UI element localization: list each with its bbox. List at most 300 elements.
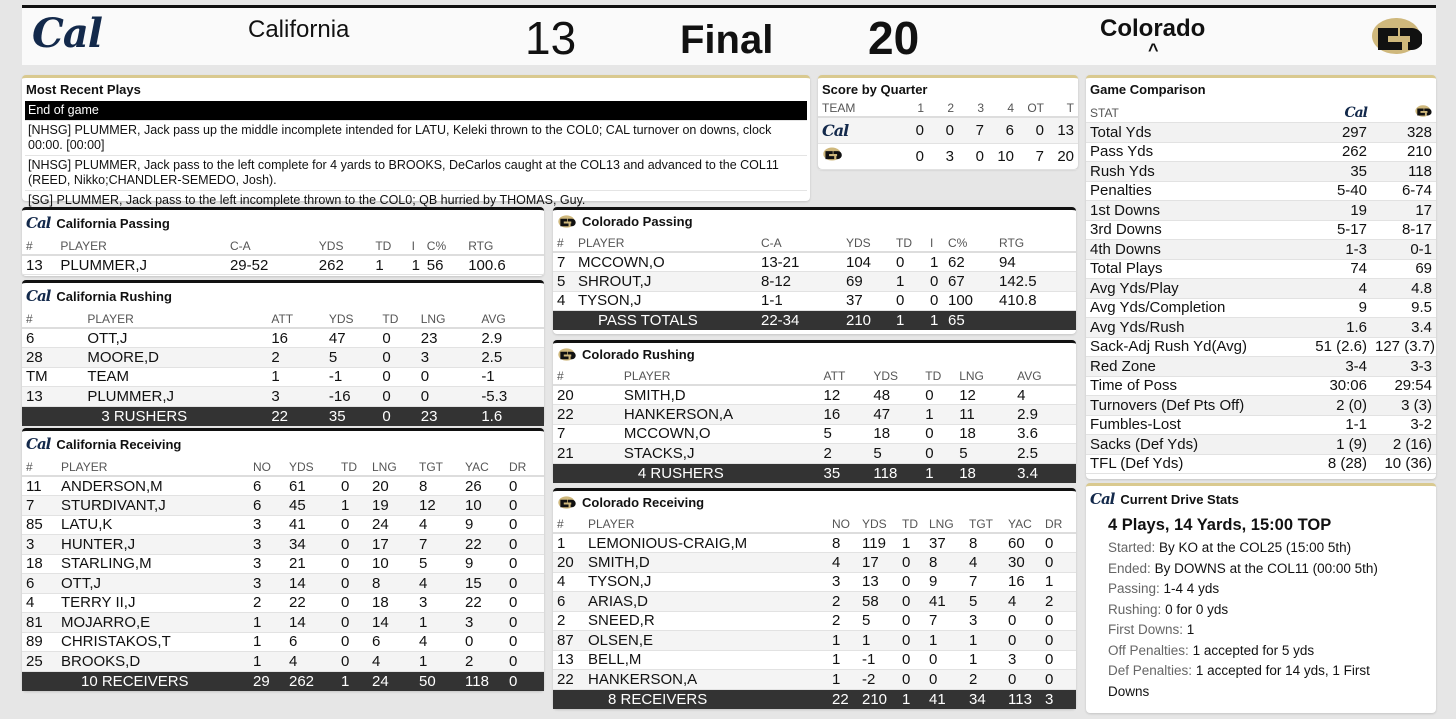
stat-cell: 3 — [965, 611, 1004, 631]
player-name: SHROUT,J — [574, 272, 757, 292]
stat-value: 0-1 — [1371, 240, 1436, 260]
stat-cell — [553, 689, 584, 709]
stat-cell: 1 — [858, 631, 898, 651]
player-name: CHRISTAKOS,T — [57, 632, 249, 652]
stat-cell: 4 — [22, 593, 57, 613]
stat-cell: 47 — [325, 328, 379, 348]
player-name: TYSON,J — [584, 572, 828, 592]
stat-cell: 7 — [22, 496, 57, 516]
stat-cell: -5.3 — [477, 387, 544, 407]
column-header: RTG — [995, 234, 1076, 252]
stat-cell: 85 — [22, 515, 57, 535]
stat-cell: 0 — [337, 652, 368, 672]
stat-cell: 0 — [337, 535, 368, 555]
player-name: MCCOWN,O — [594, 424, 820, 444]
player-name: TEAM — [57, 367, 267, 387]
cal-rushing-panel — [22, 280, 544, 423]
stat-cell: 0 — [898, 572, 925, 592]
column-header: 1 — [898, 99, 928, 117]
comparison-row — [1086, 162, 1436, 182]
stat-cell: 0 — [1004, 670, 1041, 690]
stat-cell: 4 — [368, 652, 415, 672]
stat-cell: 26 — [461, 476, 505, 496]
player-name: PLUMMER,J — [57, 387, 267, 407]
stat-cell: 1-1 — [757, 291, 842, 311]
column-header: C% — [423, 237, 464, 255]
stat-cell: 8 — [925, 553, 965, 573]
colorado-buffalo-logo — [557, 495, 576, 510]
column-header: LNG — [955, 367, 1013, 385]
player-row — [553, 670, 1076, 690]
stat-cell: 0 — [1041, 533, 1076, 553]
stat-cell: 0 — [892, 252, 926, 272]
stat-label: 3rd Downs — [1086, 220, 1306, 240]
stat-cell: 7 — [553, 252, 574, 272]
player-row — [553, 252, 1076, 272]
column-header: TD — [921, 367, 955, 385]
player-row — [22, 387, 544, 407]
player-name: LEMONIOUS-CRAIG,M — [584, 533, 828, 553]
most-recent-plays-panel — [22, 75, 810, 207]
player-row — [22, 554, 544, 574]
stat-label: Time of Poss — [1086, 376, 1306, 396]
stat-value: 1.6 — [1306, 318, 1371, 338]
stat-cell: 16 — [267, 328, 325, 348]
stat-value: 6-74 — [1371, 181, 1436, 201]
column-header: TD — [898, 515, 925, 533]
stat-cell: 35 — [820, 463, 870, 483]
stat-value: 297 — [1306, 123, 1371, 143]
california-logo: Cal — [26, 214, 51, 232]
stat-value: 5-17 — [1306, 220, 1371, 240]
stat-cell: 0 — [505, 652, 544, 672]
player-name: STARLING,M — [57, 554, 249, 574]
drive-stat-label: Started: — [1108, 540, 1156, 555]
player-row — [553, 611, 1076, 631]
stat-label: Fumbles-Lost — [1086, 415, 1306, 435]
column-header: PLAYER — [574, 234, 757, 252]
stat-cell: 45 — [285, 496, 337, 516]
drive-stat-label: Def Penalties: — [1108, 663, 1193, 678]
stat-cell: 6 — [22, 328, 57, 348]
stat-cell: 3 — [461, 613, 505, 633]
stat-cell: 21 — [553, 444, 594, 464]
stat-cell: 69 — [842, 272, 892, 292]
stat-cell — [995, 311, 1076, 331]
panel-title: Colorado Passing — [582, 214, 693, 229]
stat-cell: 100 — [944, 291, 995, 311]
stat-cell: 2.5 — [477, 348, 544, 368]
game-comparison-panel — [1086, 75, 1436, 479]
drive-stat-value: 1-4 4 yds — [1163, 581, 1220, 596]
quarter-score: 7 — [958, 117, 988, 143]
stat-cell: 19 — [368, 496, 415, 516]
column-header: T — [1048, 99, 1078, 117]
stat-cell: 23 — [417, 406, 478, 426]
player-name: MOORE,D — [57, 348, 267, 368]
stat-cell: 65 — [944, 311, 995, 331]
stat-cell: 0 — [378, 406, 416, 426]
stat-cell: 4 — [553, 572, 584, 592]
home-score: 13 — [525, 12, 577, 64]
player-name: LATU,K — [57, 515, 249, 535]
stat-cell: 9 — [461, 554, 505, 574]
stat-cell: 100.6 — [464, 255, 544, 275]
stat-cell: 0 — [898, 592, 925, 612]
stat-cell: 1 — [828, 670, 858, 690]
panel-title: Score by Quarter — [822, 82, 928, 97]
stat-cell: 12 — [820, 385, 870, 405]
player-row — [22, 496, 544, 516]
player-name: BROOKS,D — [57, 652, 249, 672]
player-row — [553, 572, 1076, 592]
stat-cell: 21 — [285, 554, 337, 574]
totals-label: 10 RECEIVERS — [57, 671, 249, 691]
column-header: # — [553, 367, 594, 385]
player-row — [22, 632, 544, 652]
stat-cell: 4 — [965, 553, 1004, 573]
quarter-score: 0 — [928, 117, 958, 143]
stat-cell: 8 — [828, 533, 858, 553]
panel-title: Colorado Receiving — [582, 495, 705, 510]
player-name: OLSEN,E — [584, 631, 828, 651]
stat-cell: 8 — [368, 574, 415, 594]
stat-cell: 1 — [925, 631, 965, 651]
stat-cell: 7 — [415, 535, 461, 555]
comparison-row — [1086, 435, 1436, 455]
column-header: I — [926, 234, 944, 252]
column-header: OT — [1018, 99, 1048, 117]
stat-cell: 89 — [22, 632, 57, 652]
player-row — [22, 515, 544, 535]
stat-cell: 20 — [553, 553, 584, 573]
play-item: [NHSG] PLUMMER, Jack pass up the middle incomplete intended for LATU, Keleki thrown to the COL0; CAL turnover on downs, clock 00:00. [00:00] — [25, 121, 807, 156]
caret-icon[interactable]: ^ — [1148, 40, 1159, 60]
stat-cell: 5 — [325, 348, 379, 368]
player-row — [553, 592, 1076, 612]
stat-cell — [22, 671, 57, 691]
player-name: OTT,J — [57, 574, 249, 594]
column-header: C-A — [226, 237, 315, 255]
stat-cell: 1 — [249, 632, 285, 652]
stat-cell: 2.9 — [1013, 405, 1076, 425]
comparison-row — [1086, 220, 1436, 240]
stat-value: 35 — [1306, 162, 1371, 182]
stat-cell: 1 — [892, 272, 926, 292]
stat-cell: 16 — [1004, 572, 1041, 592]
stat-value: 4 — [1306, 279, 1371, 299]
stat-cell: -1 — [477, 367, 544, 387]
stat-cell: 2 — [820, 444, 870, 464]
stat-cell: 2 — [249, 593, 285, 613]
column-header: AVG — [477, 310, 544, 328]
panel-title: California Passing — [56, 215, 170, 231]
stat-cell: 0 — [378, 387, 416, 407]
stat-cell — [553, 463, 594, 483]
panel-title: Colorado Rushing — [582, 347, 695, 362]
column-header: DR — [1041, 515, 1076, 533]
column-header: YAC — [461, 458, 505, 476]
colorado-buffalo-logo — [1414, 104, 1432, 118]
stat-cell: 16 — [820, 405, 870, 425]
comparison-row — [1086, 279, 1436, 299]
stat-cell: 410.8 — [995, 291, 1076, 311]
column-header: # — [22, 310, 57, 328]
comparison-row — [1086, 123, 1436, 143]
stat-cell: 0 — [505, 632, 544, 652]
stat-cell: 2 — [267, 348, 325, 368]
stat-cell: 2 — [828, 611, 858, 631]
stat-cell: 0 — [461, 632, 505, 652]
stat-cell: 262 — [315, 255, 372, 275]
stat-cell: 17 — [368, 535, 415, 555]
stats-table — [22, 458, 544, 691]
stat-cell: 23 — [417, 328, 478, 348]
stat-cell: 1.6 — [477, 406, 544, 426]
current-drive-panel — [1086, 483, 1436, 713]
stat-cell: 3 — [22, 535, 57, 555]
column-header: AVG — [1013, 367, 1076, 385]
stat-cell: 3 — [415, 593, 461, 613]
stat-value: 30:06 — [1306, 376, 1371, 396]
scoreboard-header — [22, 5, 1436, 65]
stat-cell: 18 — [368, 593, 415, 613]
stat-cell: 94 — [995, 252, 1076, 272]
stat-cell: 1 — [249, 652, 285, 672]
player-row — [22, 535, 544, 555]
stat-cell: 6 — [249, 476, 285, 496]
stat-cell: 8-12 — [757, 272, 842, 292]
quarter-score: 3 — [928, 143, 958, 169]
comparison-row — [1086, 259, 1436, 279]
stat-value: 2 (0) — [1306, 396, 1371, 416]
stat-value: 3-3 — [1371, 357, 1436, 377]
california-logo: Cal — [32, 10, 102, 57]
stat-value: 4.8 — [1371, 279, 1436, 299]
drive-stat-label: Passing: — [1108, 581, 1160, 596]
stat-cell: 0 — [505, 515, 544, 535]
drive-stat-value: 1 accepted for 5 yds — [1192, 642, 1315, 658]
column-header: TD — [337, 458, 368, 476]
stat-cell: 0 — [378, 328, 416, 348]
stat-cell: 18 — [955, 424, 1013, 444]
stat-cell: 0 — [505, 496, 544, 516]
stat-cell: 29-52 — [226, 255, 315, 275]
totals-row — [22, 671, 544, 691]
stat-cell: 0 — [898, 611, 925, 631]
stat-value: 118 — [1371, 162, 1436, 182]
stat-cell: 4 — [285, 652, 337, 672]
away-score: 20 — [868, 12, 920, 64]
stat-cell: 8 — [965, 533, 1004, 553]
stat-label: Avg Yds/Completion — [1086, 298, 1306, 318]
stat-cell: -1 — [325, 367, 379, 387]
stat-cell: 1 — [926, 252, 944, 272]
stat-cell: 5 — [869, 444, 921, 464]
stat-value: 3-2 — [1371, 415, 1436, 435]
colorado-buffalo-logo — [557, 214, 576, 229]
stat-cell: 1 — [553, 533, 584, 553]
column-header: LNG — [417, 310, 478, 328]
stat-cell: 0 — [505, 574, 544, 594]
stat-cell: 2 — [965, 670, 1004, 690]
comparison-row — [1086, 240, 1436, 260]
col-receiving-panel — [553, 488, 1076, 709]
drive-stat-line — [1108, 559, 1414, 580]
totals-row — [553, 689, 1076, 709]
stat-cell: 1 — [415, 613, 461, 633]
column-header: TEAM — [818, 99, 898, 117]
stat-cell — [553, 311, 574, 331]
stat-cell: 0 — [925, 670, 965, 690]
stat-cell: 5 — [955, 444, 1013, 464]
stat-cell: 6 — [22, 574, 57, 594]
stat-cell: 3 — [249, 554, 285, 574]
drive-stat-line — [1108, 620, 1414, 641]
player-name: SNEED,R — [584, 611, 828, 631]
player-row — [553, 650, 1076, 670]
stat-cell: 118 — [461, 671, 505, 691]
stat-cell: TM — [22, 367, 57, 387]
column-header: PLAYER — [57, 310, 267, 328]
stat-label: Sack-Adj Rush Yd(Avg) — [1086, 337, 1306, 357]
panel-title: California Rushing — [56, 288, 172, 304]
stat-cell: 10 — [368, 554, 415, 574]
stat-cell: 56 — [423, 255, 464, 275]
stat-cell: 87 — [553, 631, 584, 651]
player-row — [553, 553, 1076, 573]
stat-cell: 18 — [869, 424, 921, 444]
stat-cell: 81 — [22, 613, 57, 633]
stat-cell: 1 — [965, 650, 1004, 670]
game-status: Final — [680, 18, 774, 62]
stat-cell: 11 — [22, 476, 57, 496]
stat-cell: 22 — [285, 593, 337, 613]
column-header: LNG — [368, 458, 415, 476]
stat-cell: 35 — [325, 406, 379, 426]
stat-cell: 2 — [1041, 592, 1076, 612]
stat-value: 1-1 — [1306, 415, 1371, 435]
stats-table — [22, 310, 544, 426]
comparison-row — [1086, 415, 1436, 435]
column-header: # — [22, 458, 57, 476]
stat-cell: 1 — [249, 613, 285, 633]
stat-value: 74 — [1306, 259, 1371, 279]
quarter-score: 20 — [1048, 143, 1078, 169]
stat-cell: 14 — [285, 613, 337, 633]
stats-table — [553, 234, 1076, 330]
cal-receiving-panel — [22, 428, 544, 691]
home-team-name: California — [248, 16, 350, 43]
stat-cell: 4 — [553, 291, 574, 311]
quarter-score: 0 — [1018, 117, 1048, 143]
player-name: MCCOWN,O — [574, 252, 757, 272]
player-name: PLUMMER,J — [56, 255, 226, 275]
stat-cell: 0 — [505, 593, 544, 613]
totals-label: 3 RUSHERS — [57, 406, 267, 426]
stat-value: 29:54 — [1371, 376, 1436, 396]
quarter-row — [818, 117, 1078, 143]
stat-cell: 58 — [858, 592, 898, 612]
column-header: YDS — [315, 237, 372, 255]
drive-stat-line — [1108, 600, 1414, 621]
stat-cell: 3 — [249, 515, 285, 535]
player-row — [22, 613, 544, 633]
stat-cell: 7 — [553, 424, 594, 444]
player-name: TERRY II,J — [57, 593, 249, 613]
quarter-score: 6 — [988, 117, 1018, 143]
stat-cell: 0 — [898, 553, 925, 573]
stat-cell: 3 — [828, 572, 858, 592]
stat-cell: 2 — [461, 652, 505, 672]
play-item: End of game — [25, 101, 807, 121]
player-name: ARIAS,D — [584, 592, 828, 612]
stat-cell: 0 — [378, 348, 416, 368]
drive-stat-label: Rushing: — [1108, 601, 1162, 617]
totals-label: 4 RUSHERS — [594, 463, 820, 483]
panel-title: California Receiving — [56, 436, 182, 452]
stat-cell: -2 — [858, 670, 898, 690]
stat-cell: 0 — [898, 670, 925, 690]
comparison-row — [1086, 298, 1436, 318]
player-row — [22, 593, 544, 613]
player-row — [553, 631, 1076, 651]
drive-stat-label: Ended: — [1108, 560, 1151, 576]
stat-cell: 0 — [505, 535, 544, 555]
stat-cell: 41 — [925, 592, 965, 612]
drive-stat-value: 1 accepted for 14 yds, 1 First Downs — [1108, 663, 1370, 699]
drive-stat-line — [1108, 641, 1414, 662]
totals-label: 8 RECEIVERS — [584, 689, 828, 709]
player-name: STACKS,J — [594, 444, 820, 464]
stat-cell: 20 — [553, 385, 594, 405]
drive-summary: 4 Plays, 14 Yards, 15:00 TOP — [1108, 516, 1332, 534]
california-logo: Cal — [1090, 490, 1115, 508]
stat-cell: 0 — [1041, 611, 1076, 631]
drive-stat-value: 1 — [1186, 622, 1195, 637]
stat-cell: 11 — [955, 405, 1013, 425]
column-header: # — [553, 515, 584, 533]
player-name: SMITH,D — [584, 553, 828, 573]
stat-cell: 6 — [249, 496, 285, 516]
stat-cell: 34 — [285, 535, 337, 555]
stat-cell: 22-34 — [757, 311, 842, 331]
stat-cell: 1 — [371, 255, 407, 275]
stat-cell: 13 — [858, 572, 898, 592]
stat-cell: 14 — [285, 574, 337, 594]
stat-cell: 48 — [869, 385, 921, 405]
drive-stat-line — [1108, 579, 1414, 600]
stat-cell: 4 — [828, 553, 858, 573]
column-header: PLAYER — [56, 237, 226, 255]
stat-value: 8 (28) — [1306, 454, 1371, 474]
stat-cell: 5 — [415, 554, 461, 574]
stat-value: 17 — [1371, 201, 1436, 221]
column-header: TGT — [415, 458, 461, 476]
col-passing-panel — [553, 207, 1076, 334]
stat-cell: 9 — [925, 572, 965, 592]
stat-cell: 0 — [505, 476, 544, 496]
stat-cell: 4 — [415, 515, 461, 535]
stat-cell: 3 — [1041, 689, 1076, 709]
stat-cell: 2 — [553, 611, 584, 631]
stat-cell: 62 — [944, 252, 995, 272]
column-header: PLAYER — [57, 458, 249, 476]
stat-cell: 0 — [926, 272, 944, 292]
stat-value: 9 — [1306, 298, 1371, 318]
stat-value: 69 — [1371, 259, 1436, 279]
away-team-name: Colorado — [1100, 15, 1206, 42]
